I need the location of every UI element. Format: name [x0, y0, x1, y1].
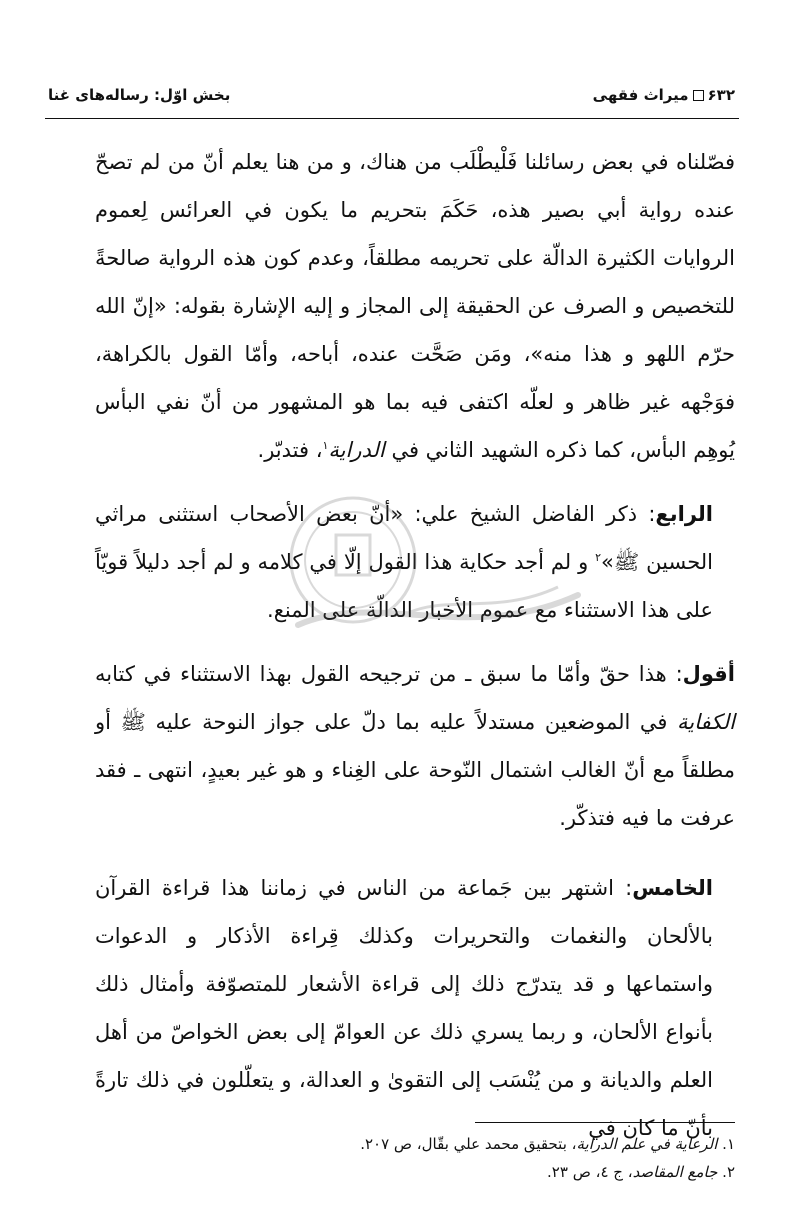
square-bullet-icon	[693, 90, 704, 101]
text-line: »	[601, 550, 614, 574]
text-line: الدعوات واستماعها و قد يتدرّج ذلك إلى قراءة الأشعار	[95, 924, 713, 996]
paragraph-label: الرابع	[655, 502, 713, 526]
honorific-glyph: ﷺ	[613, 550, 640, 574]
book-title: میراث فقهی	[592, 86, 689, 104]
paragraph-4	[95, 864, 735, 1152]
text-line: الأخبار الدالّة على المنع.	[267, 598, 474, 622]
text-line: في الموضعين مستدلاً عليه بما دلّ على جواز النوحة عليه ﷺ أو مطلقاً	[95, 710, 735, 782]
text-line: للمتصوّفة وأمثال ذلك بأنواع الألحان، و ربما يسري ذلك عن	[95, 972, 713, 1044]
text-line: مع أنّ الغالب اشتمال النّوحة على الغِناء و هو غير بعيدٍ، انتهى ـ فقد عرفت ما	[95, 758, 735, 830]
footnote-divider	[475, 1122, 735, 1123]
text-line: : هذا حقّ وأمّا ما سبق ـ من ترجيحه القول بهذا الاستثناء في كتابه	[95, 662, 683, 686]
text-line: فيه فتذكّر.	[559, 806, 650, 830]
footnote-2	[95, 1158, 735, 1186]
book-reference: الدراية	[328, 438, 385, 462]
footnote-marker: ١	[322, 439, 329, 452]
footnote-book: الرعاية في علم الدراية	[576, 1135, 718, 1153]
paragraph-2	[95, 490, 735, 634]
text-line: الصرف عن الحقيقة إلى المجاز و إليه الإشارة بقوله: «إنّ الله حرّم اللهو و هذا	[95, 294, 736, 366]
text-line: و لم أجد حكاية هذا القول إلّا في	[309, 550, 596, 574]
text-line: منه»، ومَن صَحَّت عنده، أباحه، وأمّا القول بالكراهة، فوَجْهه غير ظاهر و لعلّه	[95, 342, 735, 414]
header-divider	[45, 118, 739, 119]
paragraph-label: الخامس	[632, 876, 713, 900]
footnote-marker: ٢	[595, 551, 602, 564]
footnote-book: جامع المقاصد	[632, 1163, 718, 1181]
text-line: الثاني في	[391, 438, 474, 462]
text-line: القرآن بالألحان والنغمات والتحريرات وكذلك قِراءة الأذكار و	[95, 876, 713, 948]
text-line: مراثي الحسين	[95, 502, 713, 574]
paragraph-1	[95, 138, 735, 474]
book-reference: الكفاية	[677, 710, 735, 734]
text-line: إلى التقوىٰ و العدالة، و يتعلّلون في ذلك تارةً بأنّ ما كان في	[95, 1068, 713, 1140]
page-number: ۶۳۲	[707, 86, 735, 104]
text-line: : ذكر الفاضل الشيخ علي: «أنّ بعض الأصحاب استثنى	[158, 502, 656, 526]
footnote-number: ٢.	[722, 1163, 735, 1181]
footnote-text: ، ج ٤، ص ٢٣.	[547, 1163, 633, 1181]
text-line: عنده رواية أبي بصير هذه، حَكَمَ بتحريم ما يكون في العرائس لِعموم الروايات	[95, 198, 735, 270]
text-line: اكتفى فيه بما هو المشهور من أنّ نفي البأس يُوهِم البأس، كما ذكره الشهيد	[95, 390, 735, 462]
paragraph-3	[95, 650, 735, 842]
running-header	[48, 82, 735, 112]
text-line: كلامه و لم أجد دليلاً قويّاً على هذا الاستثناء مع عموم	[95, 550, 713, 622]
text-line: ، فتدبّر.	[257, 438, 323, 462]
footnote-number: ١.	[722, 1135, 735, 1153]
text-line: العوامّ إلى بعض الخواصّ من أهل العلم والديانة و من يُنْسَب	[95, 1020, 713, 1092]
footnotes	[95, 1130, 735, 1186]
text-line: : اشتهر بين جَماعة من الناس في زماننا هذا قراءة	[161, 876, 633, 900]
paragraph-label: أقول	[682, 662, 735, 686]
footnote-1	[95, 1130, 735, 1158]
text-line: الكثيرة الدالّة على تحريمه مطلقاً، وعدم كون هذه الرواية صالحةً للتخصيص و	[95, 246, 735, 318]
main-text	[95, 138, 735, 1152]
section-title: بخش اوّل: رساله‌های غنا	[48, 86, 231, 104]
footnote-text: ، بتحقيق محمد علي بقّال، ص ٢٠٧.	[360, 1135, 577, 1153]
text-line: فصّلناه في بعض رسائلنا فَلْيطْلَب من هناك، و من هنا يعلم أنّ من لم تصحّ	[95, 150, 735, 174]
page-number-block	[593, 86, 735, 104]
